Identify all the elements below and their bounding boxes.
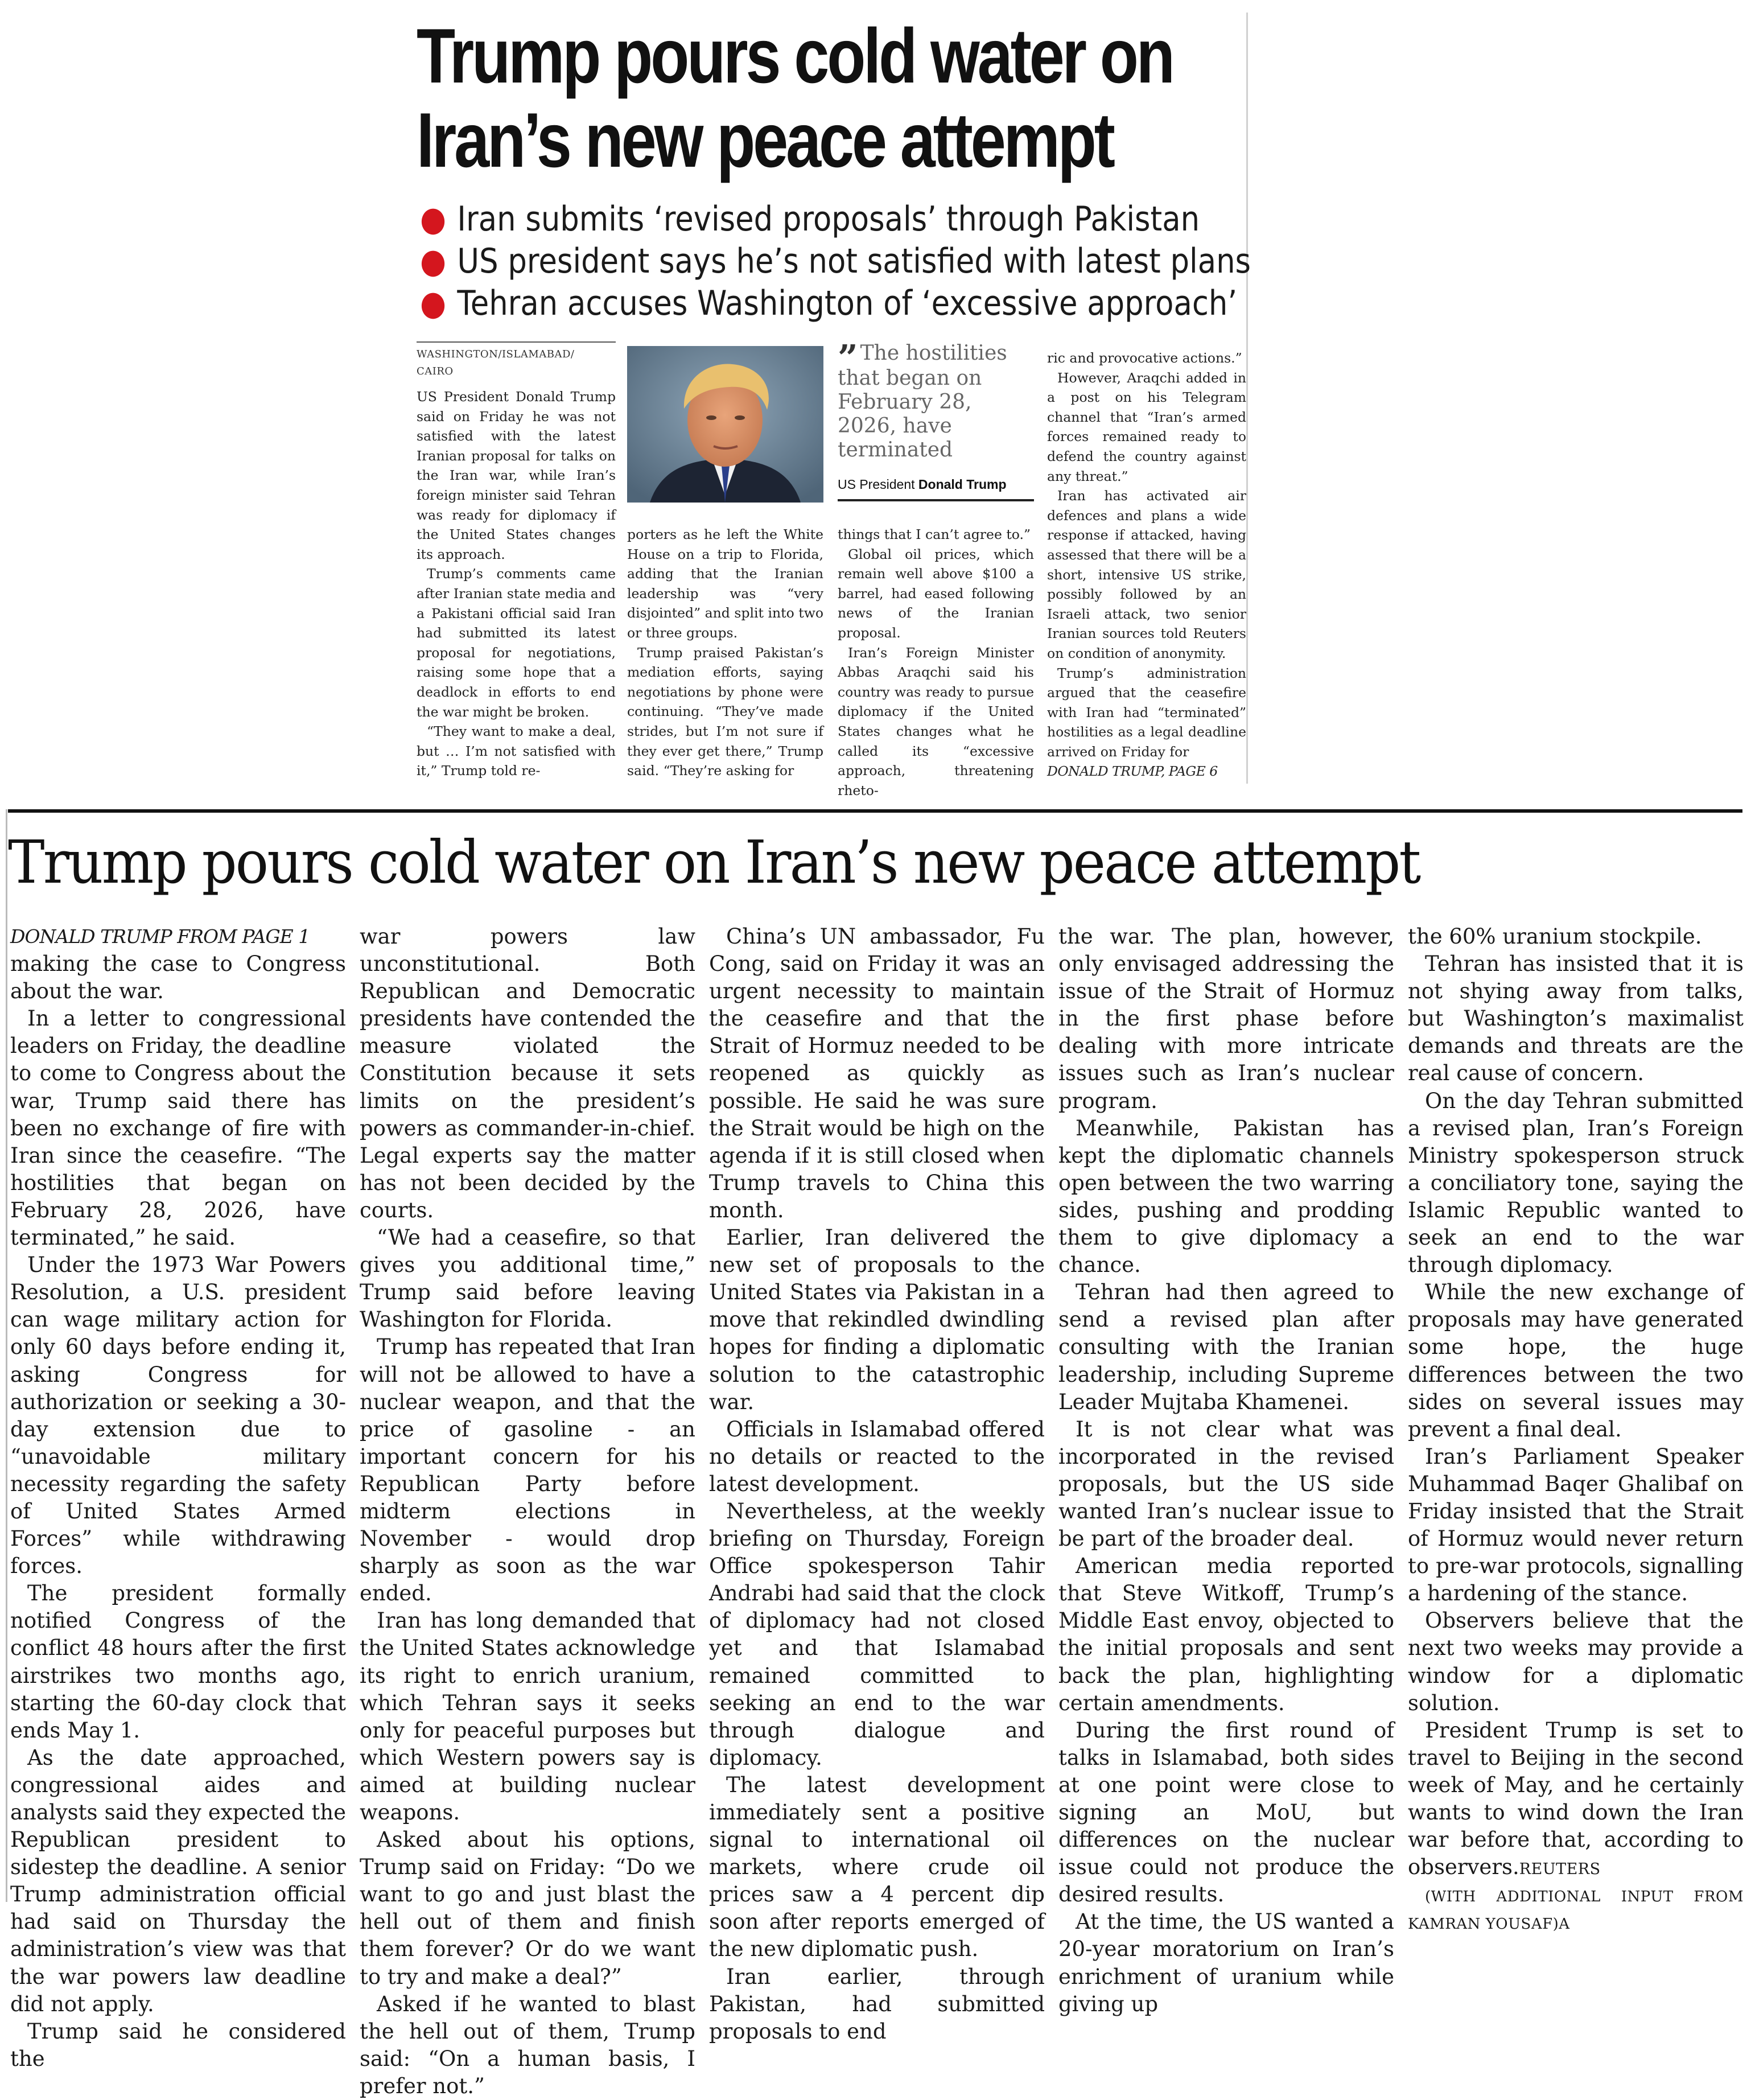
- headline-line-2: Iran’s new peace attempt: [417, 97, 1113, 183]
- article-column-4: [1047, 348, 1246, 781]
- paragraph: making the case to Congress about the war.: [10, 952, 346, 1004]
- paragraph: things that I can’t agree to.”: [838, 526, 1031, 542]
- paragraph: “They want to make a deal, but … I’m not satisfied with it,” Trump told re-: [417, 723, 616, 779]
- paragraph: Iran’s Parliament Speaker Muhammad Baqer Ghalibaf on Friday insisted that the Strait of Hormuz would never return to pre-war protocols, signalling a hardening of the stance.: [1408, 1444, 1744, 1606]
- paragraph: Earlier, Iran delivered the new set of proposals to the United States via Pakistan in a move that rekindled dwindling hopes for finding a diplomatic solution to the catastrophic war.: [709, 1225, 1045, 1414]
- paragraph: Trump’s administration argued that the ceasefire with Iran had “terminated” hostilities as a legal deadline arrived on Friday for: [1047, 665, 1246, 760]
- continued-column-3: [709, 923, 1045, 2045]
- pull-quote: ” The hostilities that began on February 28, 2026, have terminated US President Donald Trump: [838, 341, 1034, 501]
- deck-bullet: ● US president says he’s not satisfied with latest plans: [420, 241, 1251, 281]
- article-column-2: [627, 525, 823, 781]
- article-column-1: [417, 387, 616, 781]
- paragraph: Trump said he considered the: [10, 2019, 346, 2071]
- paragraph: Iran has activated air defences and plans a wide response if attacked, having assessed that there will be a short, intensive US strike, possibly followed by an Israeli attack, two senior Iranian sources told Reuters on condition of anonymity.: [1047, 488, 1246, 661]
- paragraph: Trump praised Pakistan’s mediation efforts, saying negotiations by phone were continuing. “They’ve made strides, but I’m not sure if they ever get there,” Trump said. “They’re asking for: [627, 644, 823, 779]
- wire-credit: REUTERS: [1519, 1860, 1601, 1879]
- from-page-label: DONALD TRUMP FROM PAGE 1: [10, 925, 310, 948]
- paragraph: US President Donald Trump said on Friday he was not satisfied with the latest Iranian proposal for talks on the Iran war, while Iran’s foreign minister said Tehran was ready for diplomacy if the United States changes its approach.: [417, 389, 616, 562]
- paragraph: Iran earlier, through Pakistan, had submitted proposals to end: [709, 1964, 1045, 2044]
- deck-bullet: ● Iran submits ‘revised proposals’ through Pakistan: [420, 199, 1200, 239]
- paragraph: Tehran had then agreed to send a revised plan after consulting with the Iranian leadership, including Supreme Leader Mujtaba Khamenei.: [1058, 1280, 1394, 1414]
- paragraph: Meanwhile, Pakistan has kept the diplomatic channels open between the two warring sides, pushing and prodding them to give diplomacy a chance.: [1058, 1115, 1394, 1278]
- dateline: WASHINGTON/ISLAMABAD/ CAIRO: [417, 341, 616, 380]
- paragraph: “We had a ceasefire, so that gives you additional time,” Trump said before leaving Washington for Florida.: [360, 1225, 695, 1332]
- paragraph: On the day Tehran submitted a revised plan, Iran’s Foreign Ministry spokesperson struck a conciliatory tone, saying the Islamic Republic wanted to seek an end to the war through diplomacy.: [1408, 1088, 1744, 1278]
- paragraph: The latest development immediately sent a positive signal to international oil markets, where crude oil prices saw a 4 percent dip soon after reports emerged of the new diplomatic push.: [709, 1772, 1045, 1962]
- quote-mark-icon: ”: [838, 337, 858, 378]
- continued-column-5: [1408, 923, 1744, 1938]
- paragraph: At the time, the US wanted a 20-year moratorium on Iran’s enrichment of uranium while giving up: [1058, 1909, 1394, 2016]
- trump-portrait-photo: [627, 346, 823, 503]
- paragraph: Under the 1973 War Powers Resolution, a U.S. president can wage military action for only 60 days before ending it, asking Congress for authorization or seeking a 30-day extension due to “unavoidable military necessity regarding the safety of United States Armed Forces” while withdrawing forces.: [10, 1253, 346, 1579]
- article-column-3: [838, 525, 1034, 800]
- paragraph: The president formally notified Congress of the conflict 48 hours after the first airstrikes two months ago, starting the 60-day clock that ends May 1.: [10, 1581, 346, 1743]
- bullet-dot-icon: ●: [420, 283, 447, 323]
- deck-bullets: [420, 198, 1251, 324]
- front-page-clipping: [415, 0, 1252, 798]
- paragraph: China’s UN ambassador, Fu Cong, said on Friday it was an urgent necessity to maintain the ceasefire and that the Strait of Hormuz needed to be reopened as quickly as possible. He said he was sure the Strait would be high on the agenda if it is still closed when Trump travels to China this month.: [709, 924, 1045, 1222]
- paragraph: ric and provocative actions.”: [1047, 350, 1242, 366]
- section-divider: [8, 809, 1742, 813]
- column-rule: [6, 809, 7, 1902]
- page-title: [417, 14, 1247, 182]
- paragraph: Asked if he wanted to blast the hell out of them, Trump said: “On a human basis, I prefer not.”: [360, 1991, 695, 2098]
- paragraph: Iran’s Foreign Minister Abbas Araqchi said his country was ready to pursue diplomacy if the United States changes what he called its “excessive approach, threatening rheto-: [838, 644, 1034, 798]
- paragraph: Nevertheless, at the weekly briefing on Thursday, Foreign Office spokesperson Tahir Andrabi had said that the clock of diplomacy had not closed yet and that Islamabad remained committed to seeking an end to the war through dialogue and diplomacy.: [709, 1498, 1045, 1770]
- paragraph: the 60% uranium stockpile.: [1408, 924, 1702, 949]
- paragraph: war powers law unconstitutional. Both Republican and Democratic presidents have contended the measure violated the Constitution because it sets limits on the president’s powers as commander-in-chief. Legal experts say the matter has not been decided by the courts.: [360, 924, 695, 1222]
- paragraph: While the new exchange of proposals may have generated some hope, the huge differences between the two sides on several issues may prevent a final deal.: [1408, 1280, 1744, 1442]
- bullet-dot-icon: ●: [420, 241, 447, 281]
- headline-line-1: Trump pours cold water on: [417, 13, 1173, 99]
- paragraph: President Trump is set to travel to Beijing in the second week of May, and he certainly wants to wind down the Iran war before that, according to observers.REUTERS: [1408, 1718, 1744, 1880]
- paragraph: Trump’s comments came after Iranian state media and a Pakistani official said Iran had submitted its latest proposal for negotiations, raising some hope that a deadlock in efforts to end the war might be broken.: [417, 566, 616, 720]
- paragraph: the war. The plan, however, only envisaged addressing the issue of the Strait of Hormuz in the first phase before dealing with more intricate issues such as Iran’s nuclear program.: [1058, 924, 1394, 1113]
- paragraph: As the date approached, congressional aides and analysts said they expected the Republican president to sidestep the deadline. A senior Trump administration official had said on Thursday the administration’s view was that the war powers law deadline did not apply.: [10, 1745, 346, 2016]
- paragraph: Global oil prices, which remain well above $100 a barrel, had eased following news of the Iranian proposal.: [838, 546, 1034, 641]
- bullet-dot-icon: ●: [420, 199, 447, 239]
- continued-column-4: [1058, 923, 1394, 2018]
- paragraph: porters as he left the White House on a trip to Florida, adding that the Iranian leadership was “very disjointed” and split into two or three groups.: [627, 526, 823, 641]
- paragraph: Trump has repeated that Iran will not be allowed to have a nuclear weapon, and that the price of gasoline - an important concern for his Republican Party before midterm elections in November - would drop sharply as soon as the war ended.: [360, 1335, 695, 1606]
- paragraph: American media reported that Steve Witkoff, Trump’s Middle East envoy, objected to the initial proposals and sent back the plan, highlighting certain amendments.: [1058, 1554, 1394, 1715]
- continued-column-1: [10, 923, 346, 2073]
- additional-input-note: (WITH ADDITIONAL INPUT FROM KAMRAN YOUSAF)A: [1408, 1888, 1744, 1933]
- paragraph: Iran has long demanded that the United States acknowledge its right to enrich uranium, which Tehran says it seeks only for peaceful purposes but which Western powers say is aimed at building nuclear weapons.: [360, 1608, 695, 1825]
- paragraph: Asked about his options, Trump said on Friday: “Do we want to go and just blast the hell out of them and finish them forever? Or do we want to try and make a deal?”: [360, 1827, 695, 1989]
- jump-label: DONALD TRUMP, PAGE 6: [1047, 763, 1218, 780]
- paragraph: However, Araqchi added in a post on his Telegram channel that “Iran’s armed forces remained ready to defend the country against any threat.”: [1047, 369, 1246, 484]
- paragraph: In a letter to congressional leaders on Friday, the deadline to come to Congress about the war, Trump said there has been no exchange of fire with Iran since the ceasefire. “The hostilities that began on February 28, 2026, have terminated,” he said.: [10, 1006, 346, 1250]
- continued-column-2: [360, 923, 695, 2100]
- paragraph: Officials in Islamabad offered no details or reacted to the latest development.: [709, 1417, 1045, 1496]
- paragraph: Tehran has insisted that it is not shying away from talks, but Washington’s maximalist demands and threats are the real cause of concern.: [1408, 952, 1744, 1086]
- pull-quote-attribution: US President Donald Trump: [838, 477, 1034, 501]
- paragraph: During the first round of talks in Islamabad, both sides at one point were close to signing an MoU, but differences on the nuclear issue could not produce the desired results.: [1058, 1718, 1394, 1907]
- paragraph: Observers believe that the next two weeks may provide a window for a diplomatic solution.: [1408, 1608, 1744, 1715]
- deck-bullet: ● Tehran accuses Washington of ‘excessive approach’: [420, 283, 1238, 323]
- continued-headline: Trump pours cold water on Iran’s new peace attempt: [8, 827, 1420, 897]
- paragraph: It is not clear what was incorporated in the revised proposals, but the US side wanted Iran’s nuclear issue to be part of the broader deal.: [1058, 1417, 1394, 1551]
